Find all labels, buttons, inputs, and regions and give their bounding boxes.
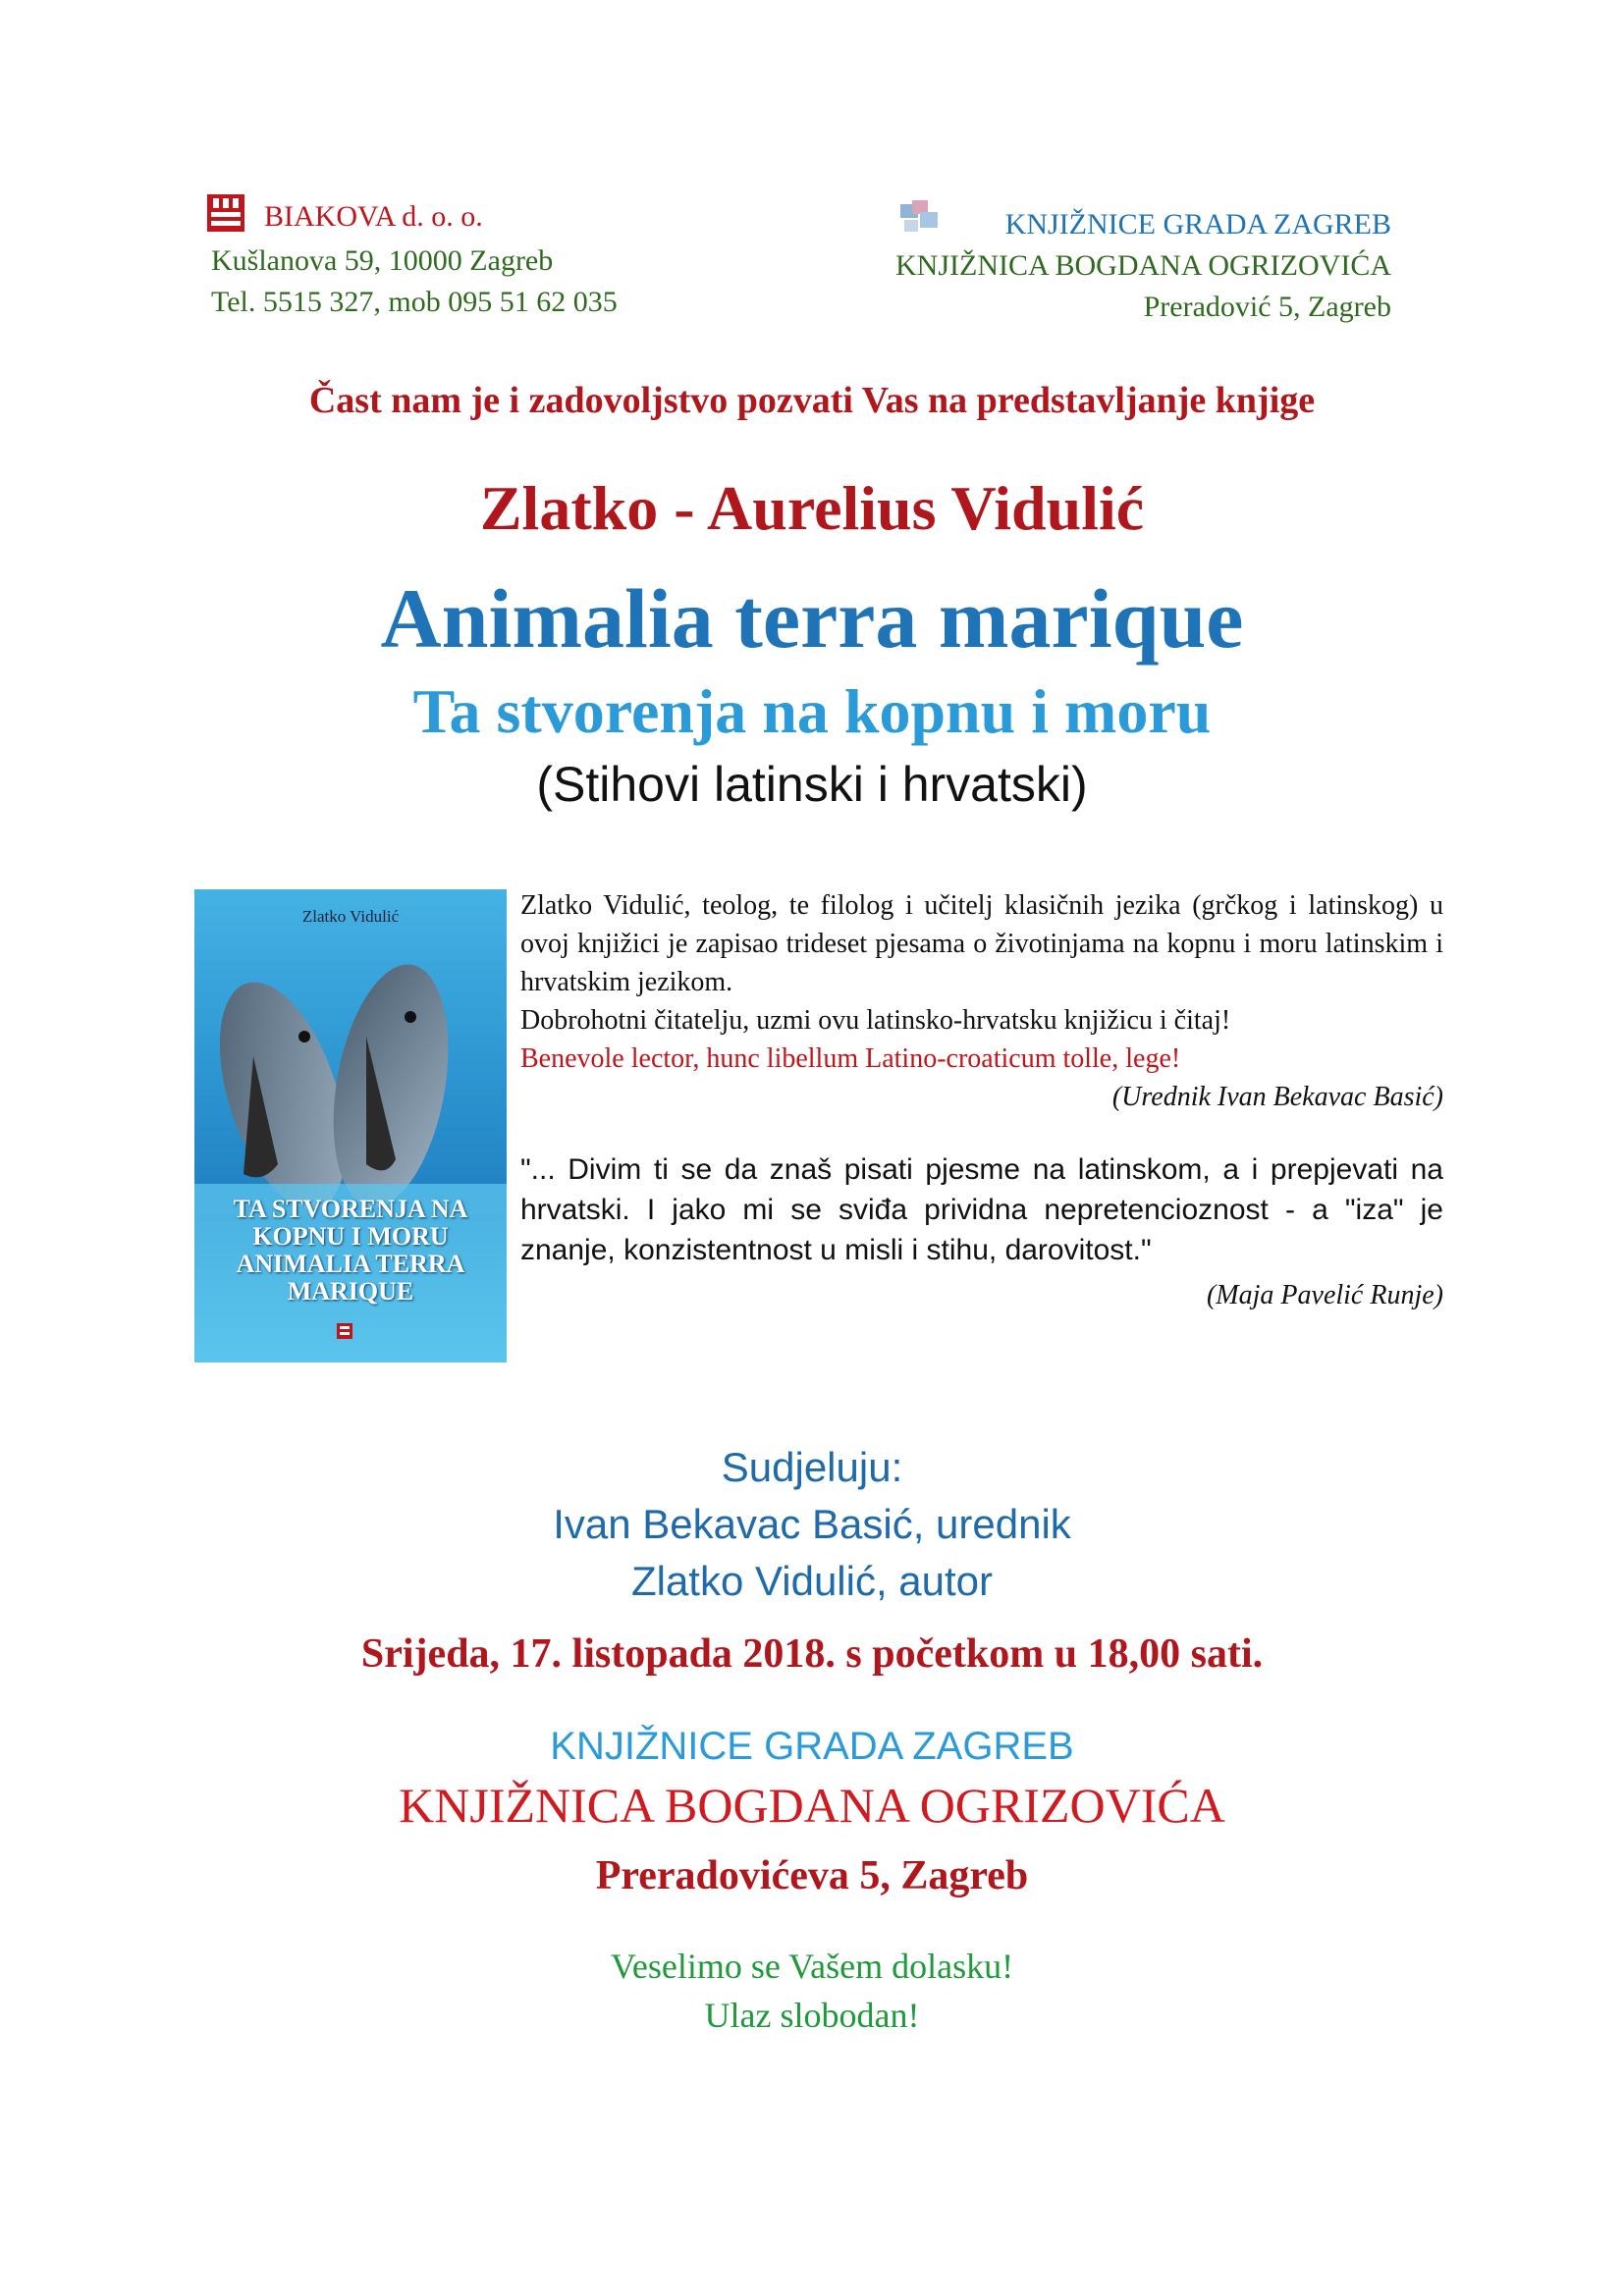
- publisher-phone: Tel. 5515 327, mob 095 51 62 035: [211, 286, 618, 318]
- book-subtitle: (Stihovi latinski i hrvatski): [536, 757, 1088, 812]
- invitation-text: Čast nam je i zadovoljstvo pozvati Vas na predstavljanje knjige: [308, 380, 1316, 421]
- cover-title-line: MARIQUE: [287, 1277, 414, 1306]
- welcome-message: [0, 1942, 1624, 2040]
- book-cover-image: [194, 889, 507, 1362]
- footer-library-network: KNJIŽNICE GRADA ZAGREB: [550, 1725, 1074, 1768]
- participants: [0, 1439, 1624, 1610]
- reviewer-citation: (Maja Pavelić Runje): [1206, 1280, 1443, 1310]
- book-title-latin: Animalia terra marique: [380, 571, 1244, 666]
- publisher-address: Kušlanova 59, 10000 Zagreb: [211, 244, 554, 277]
- welcome-line: Veselimo se Vašem dolasku!: [610, 1947, 1014, 1986]
- editor-citation: (Urednik Ivan Bekavac Basić): [1111, 1082, 1443, 1112]
- book-author: Zlatko - Aurelius Vidulić: [479, 473, 1145, 543]
- review-quote-block: [520, 1149, 1443, 1314]
- footer-library-branch: KNJIŽNICA BOGDANA OGRIZOVIĆA: [399, 1778, 1225, 1833]
- cover-author: Zlatko Vidulić: [301, 907, 400, 926]
- participants-heading: Sudjeluju:: [721, 1444, 903, 1490]
- kgz-logo-icon: [898, 198, 942, 241]
- cover-title-line: ANIMALIA TERRA: [236, 1250, 465, 1278]
- review-quote: "... Divim ti se da znaš pisati pjesme na latinskom, a i prepjevati na hrvatski. I jako mi se sviđa prividna nepretencioznost - a "iza" je znanje, konzistentnost u misli i stihu, darovitost.": [520, 1153, 1443, 1266]
- cover-title-line: TA STVORENJA NA: [233, 1195, 468, 1223]
- participant: Ivan Bekavac Basić, urednik: [553, 1501, 1071, 1547]
- participant: Zlatko Vidulić, autor: [630, 1558, 994, 1604]
- latin-quote: Benevole lector, hunc libellum Latino-croaticum tolle, lege!: [520, 1043, 1181, 1074]
- cover-publisher-logo-icon: [337, 1323, 352, 1339]
- library-branch-name: KNJIŽNICA BOGDANA OGRIZOVIĆA: [895, 249, 1391, 282]
- book-title-croatian: Ta stvorenja na kopnu i moru: [412, 676, 1212, 746]
- library-address: Preradović 5, Zagreb: [1143, 291, 1391, 323]
- event-datetime: Srijeda, 17. listopada 2018. s početkom u 18,00 sati.: [360, 1631, 1264, 1677]
- description-paragraph: Zlatko Vidulić, teolog, te filolog i učitelj klasičnih jezika (grčkog i latinskog) u ovoj knjižici je zapisao trideset pjesama o životinjama na kopnu i moru latinskim i hrvatskim jezikom.: [520, 890, 1443, 997]
- description-paragraph: Dobrohotni čitatelju, uzmi ovu latinsko-hrvatsku knjižicu i čitaj!: [520, 1005, 1231, 1036]
- publisher-name: BIAKOVA d. o. o.: [264, 200, 483, 233]
- library-network-name: KNJIŽNICE GRADA ZAGREB: [1004, 208, 1391, 240]
- free-entry-line: Ulaz slobodan!: [704, 1996, 920, 2035]
- book-description: [520, 886, 1443, 1314]
- cover-title: [194, 1196, 507, 1306]
- footer-library-address: Preradovićeva 5, Zagreb: [595, 1853, 1029, 1898]
- biakova-logo-icon: [207, 194, 244, 232]
- cover-title-line: KOPNU I MORU: [252, 1222, 449, 1251]
